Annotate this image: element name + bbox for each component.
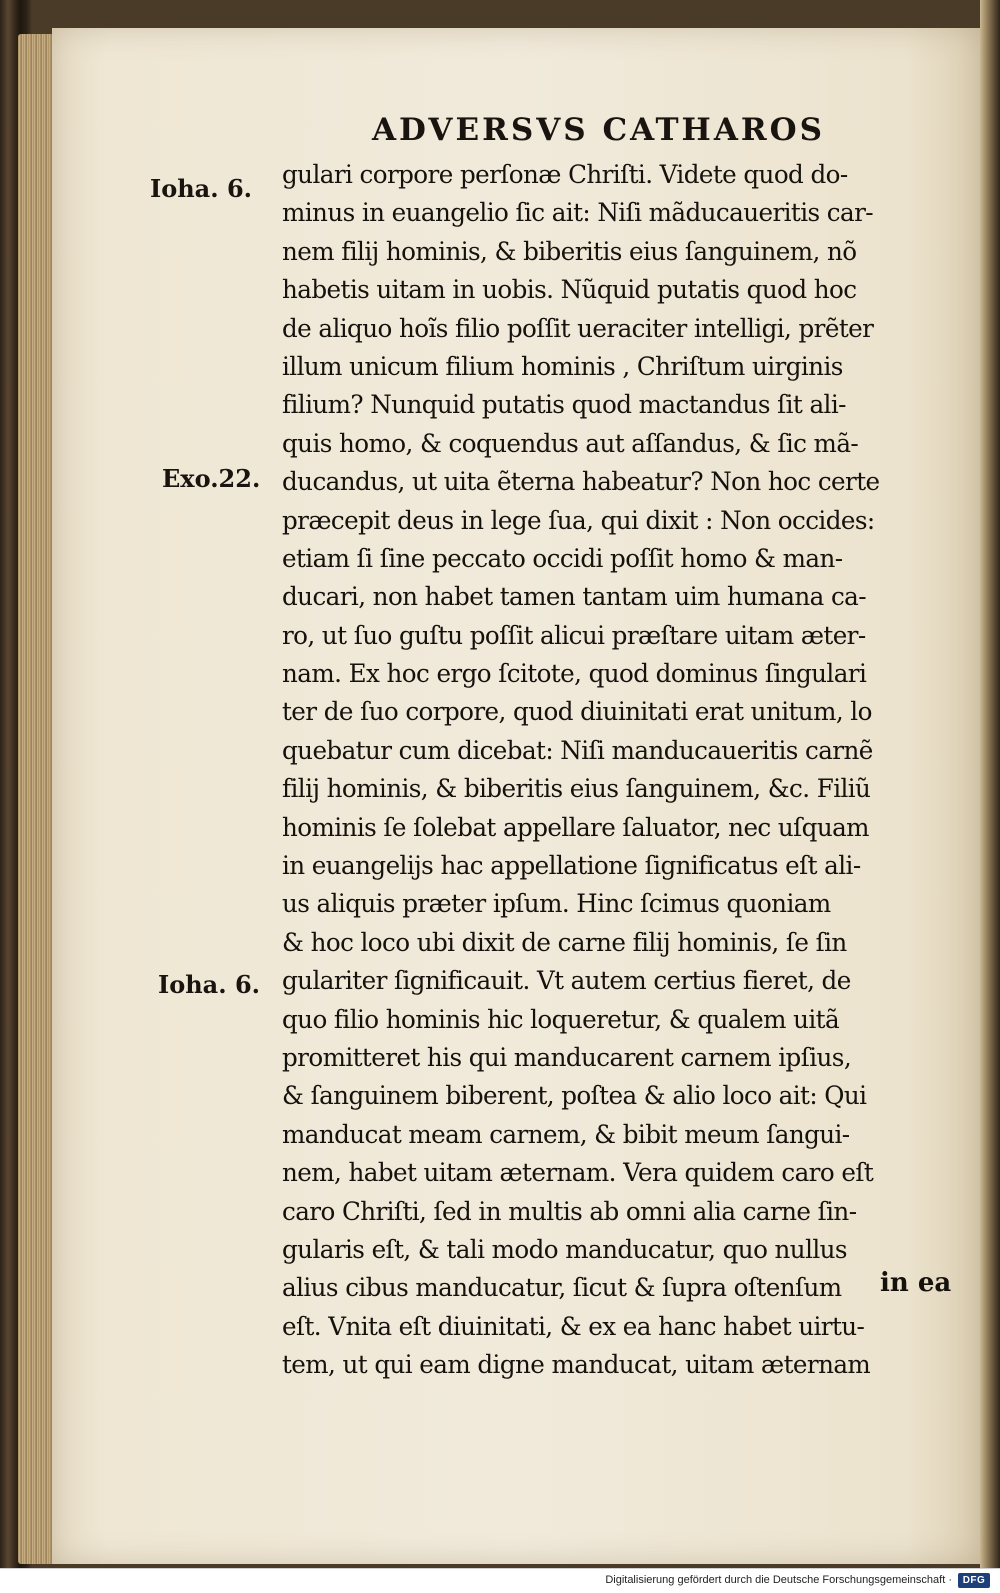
running-header: ADVERSVS CATHAROS	[372, 112, 826, 148]
margin-note: Exo.22.	[162, 464, 261, 493]
text-line: nem, habet uitam æternam. Vera quidem caro eſt	[282, 1158, 874, 1188]
text-line: ducandus, ut uita ẽterna habeatur? Non hoc certe	[282, 467, 880, 497]
page-edges	[18, 34, 56, 1564]
text-line: quo filio hominis hic loqueretur, & qualem uitã	[282, 1004, 840, 1034]
text-line: gulari corpore perſonæ Chriſti. Videte quod do-	[282, 160, 848, 189]
book-gutter	[980, 0, 1000, 1568]
text-line: caro Chriſti, ſed in multis ab omni alia carne ſin-	[282, 1196, 857, 1226]
text-line: tem, ut qui eam digne manducat, uitam æternam	[282, 1350, 871, 1380]
text-line: promitteret his qui manducarent carnem ipſius,	[282, 1042, 852, 1072]
text-line: illum unicum filium hominis , Chriſtum uirginis	[282, 351, 843, 381]
text-line: & ſanguinem biberent, poſtea & alio loco ait: Qui	[282, 1081, 867, 1111]
text-line: gulariter ſignificauit. Vt autem certius fieret, de	[282, 966, 851, 996]
catchword: in ea	[880, 1268, 952, 1298]
text-line: nem filij hominis, & biberitis eius ſanguinem, nõ	[282, 236, 857, 266]
text-line: habetis uitam in uobis. Nũquid putatis quod hoc	[282, 275, 857, 305]
text-line: eſt. Vnita eſt diuinitati, & ex ea hanc habet uirtu-	[282, 1311, 865, 1341]
funding-credit: Digitalisierung gefördert durch die Deutsche Forschungsgemeinschaft ·	[605, 1574, 952, 1586]
text-line: in euangelijs hac appellatione ſignificatus eſt ali-	[282, 851, 861, 881]
text-line: præcepit deus in lege ſua, qui dixit : Non occides:	[282, 505, 875, 535]
text-line: filium? Nunquid putatis quod mactandus ſit ali-	[282, 390, 846, 420]
text-line: etiam ſi ſine peccato occidi poſſit homo & man-	[282, 543, 843, 573]
text-line: us aliquis præter ipſum. Hinc ſcimus quoniam	[282, 889, 831, 919]
margin-note: Ioha. 6.	[158, 970, 260, 999]
margin-note: Ioha. 6.	[150, 174, 252, 203]
dfg-logo-icon: DFG	[958, 1573, 990, 1588]
footer-bar	[0, 1568, 1000, 1593]
text-line: minus in euangelio ſic ait: Niſi mãducaueritis car-	[282, 198, 873, 228]
body-text	[282, 156, 962, 1385]
text-line: manducat meam carnem, & bibit meum ſangui-	[282, 1119, 850, 1149]
text-line: de aliquo hoĩs filio poſſit ueraciter intelligi, prẽter	[282, 313, 874, 343]
text-line: ducari, non habet tamen tantam uim humana ca-	[282, 582, 866, 612]
text-line: nam. Ex hoc ergo ſcitote, quod dominus ſingulari	[282, 659, 867, 689]
text-line: ro, ut ſuo guſtu poſſit alicui præſtare uitam æter-	[282, 620, 866, 650]
text-line: gularis eſt, & tali modo manducatur, quo nullus	[282, 1234, 847, 1264]
text-line: quis homo, & coquendus aut aſſandus, & ſic mã-	[282, 428, 859, 458]
text-line: quebatur cum dicebat: Niſi manducaueritis carnẽ	[282, 735, 873, 765]
text-line: ter de ſuo corpore, quod diuinitati erat unitum, lo	[282, 697, 872, 727]
text-line: & hoc loco ubi dixit de carne filij hominis, ſe ſin	[282, 927, 847, 957]
text-line: alius cibus manducatur, ſicut & ſupra oſtenſum	[282, 1273, 842, 1303]
text-line: filij hominis, & biberitis eius ſanguinem, &c. Filiũ	[282, 774, 871, 804]
text-line: hominis ſe ſolebat appellare ſaluator, nec uſquam	[282, 812, 869, 842]
